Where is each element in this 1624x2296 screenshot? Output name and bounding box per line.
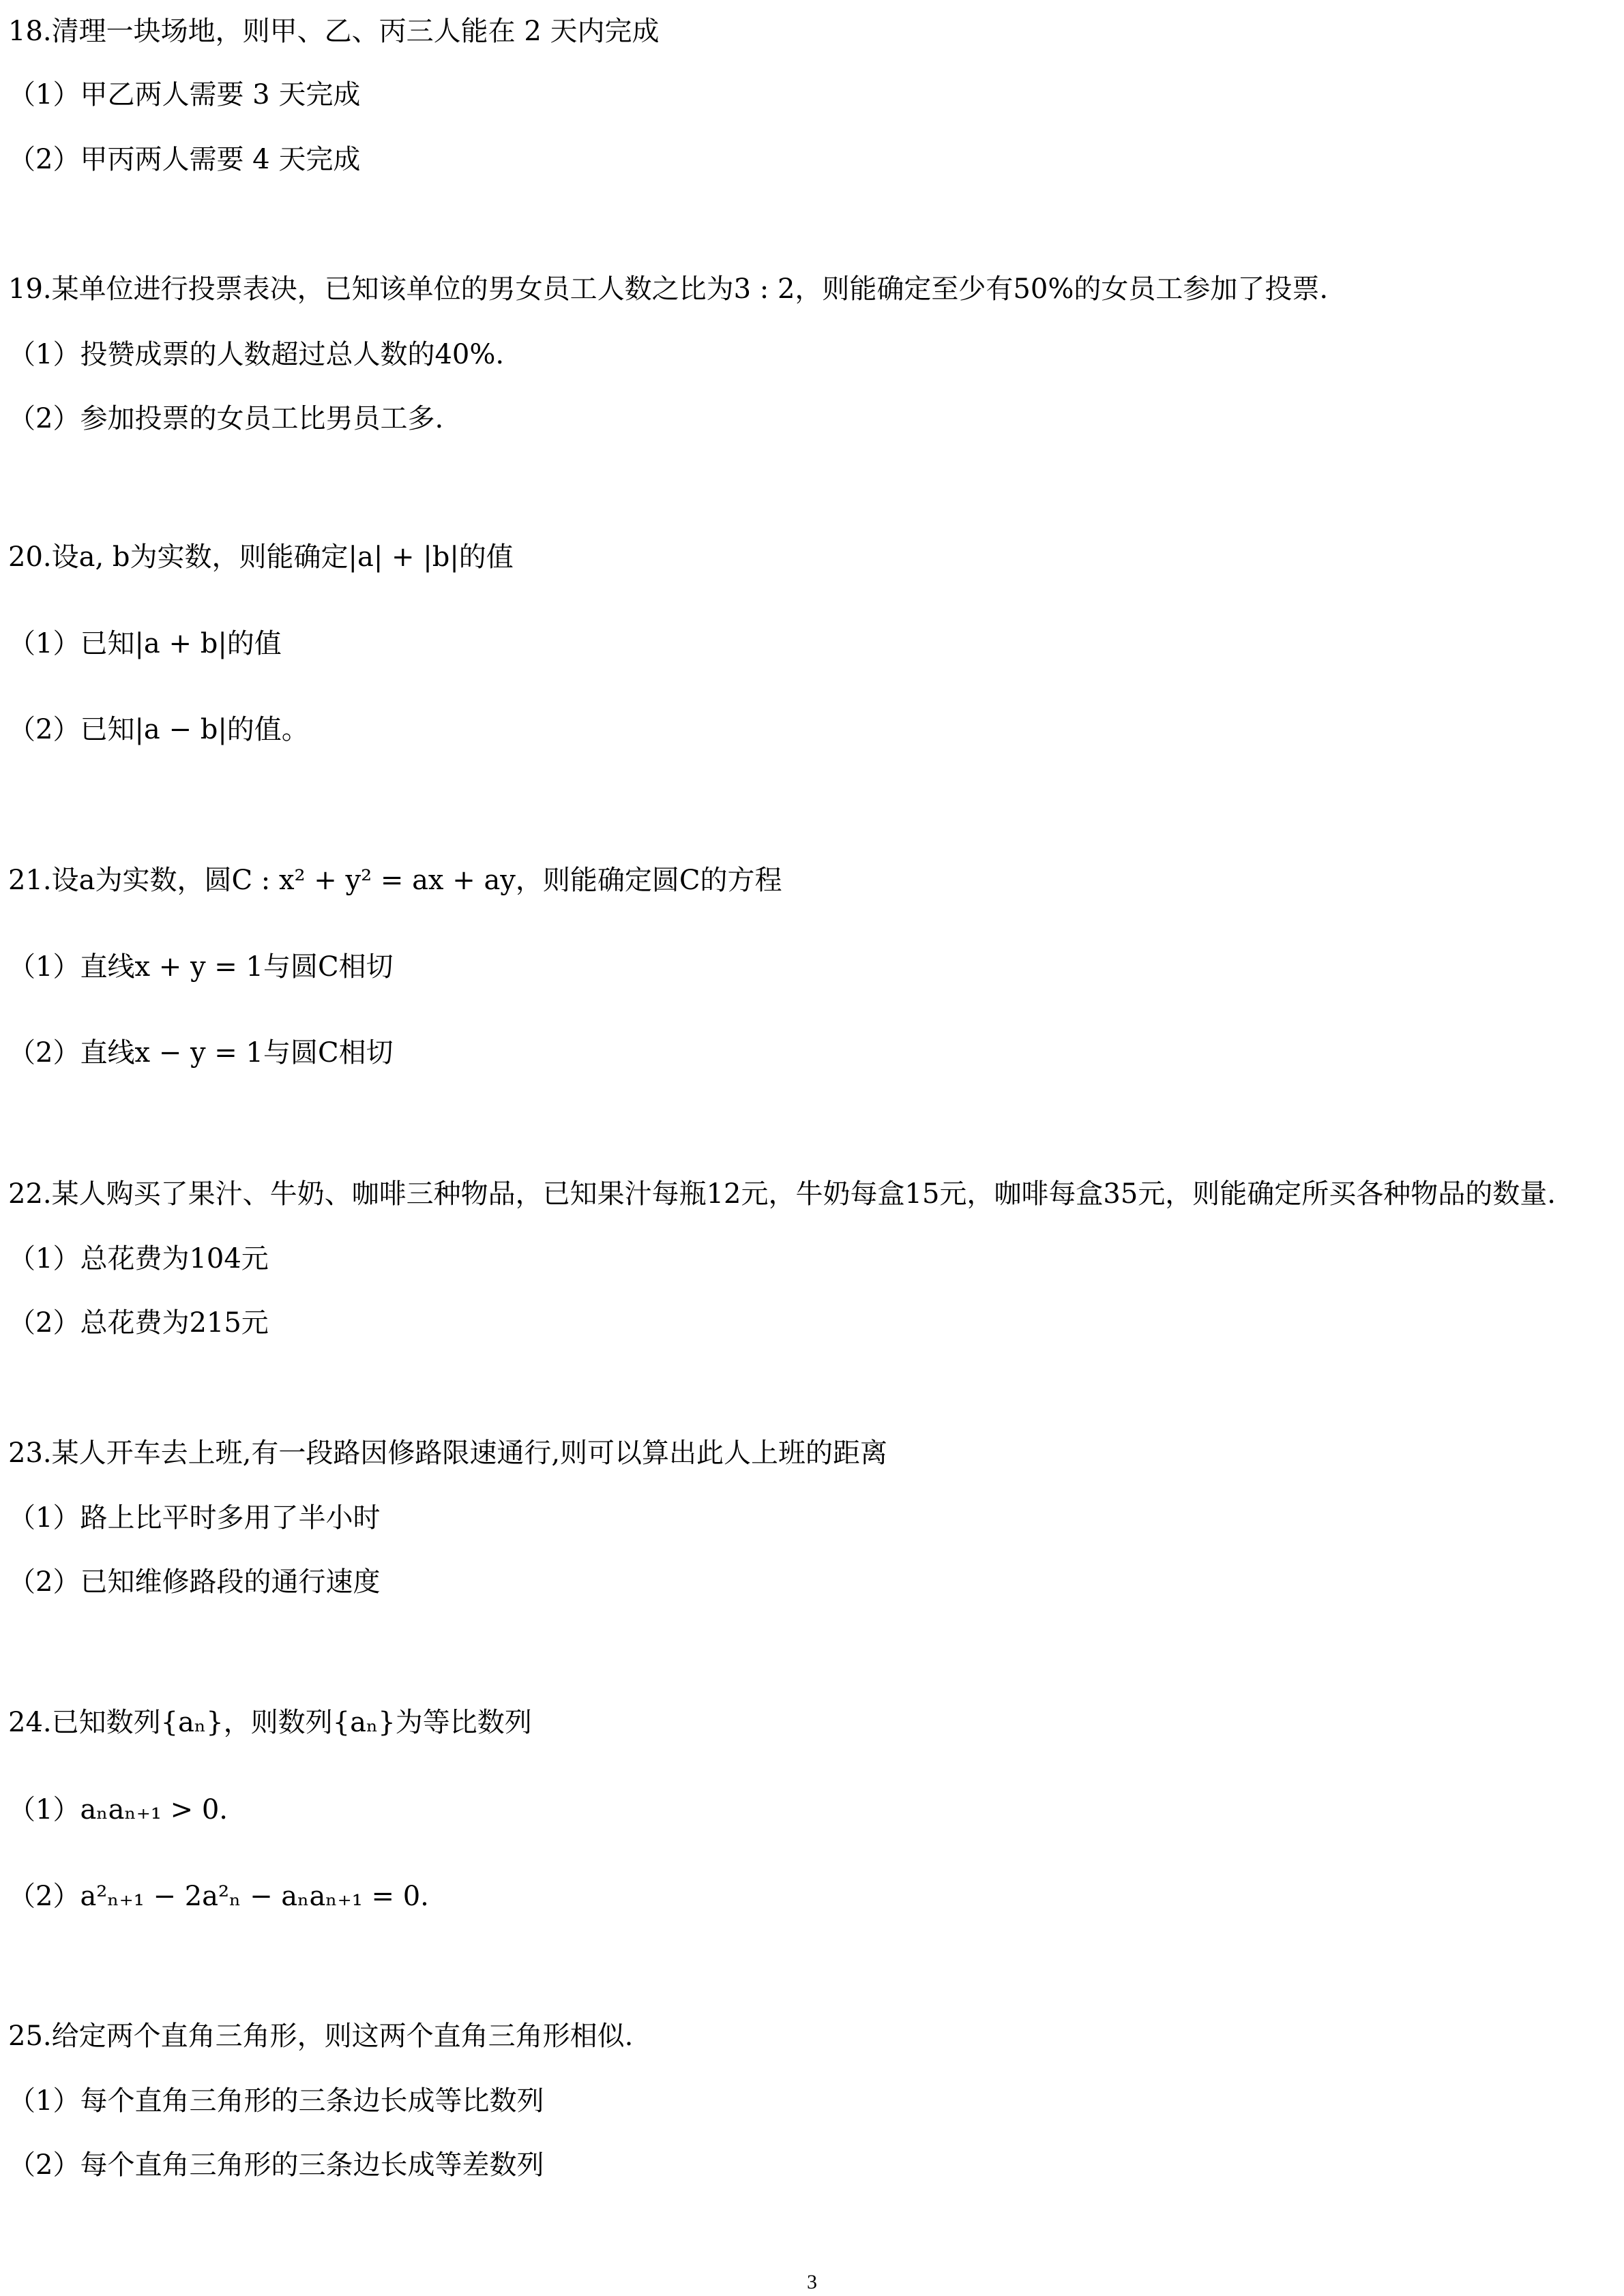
question-20-option-2: （2）已知|a − b|的值。 [8,714,309,745]
question-24-option-2: （2）a²ₙ₊₁ − 2a²ₙ − aₙaₙ₊₁ = 0. [8,1881,429,1912]
question-18-option-1: （1）甲乙两人需要 3 天完成 [8,79,361,110]
question-18-title: 18.清理一块场地，则甲、乙、丙三人能在 2 天内完成 [8,16,660,47]
question-19-title: 19.某单位进行投票表决，已知该单位的男女员工人数之比为3 : 2，则能确定至少有50%的女员工参加了投票. [8,273,1329,305]
question-25-option-2: （2）每个直角三角形的三条边长成等差数列 [8,2149,544,2181]
question-19-option-1: （1）投赞成票的人数超过总人数的40%. [8,339,505,370]
question-21-title: 21.设a为实数，圆C : x² + y² = ax + ay，则能确定圆C的方程 [8,865,782,896]
question-23-option-1: （1）路上比平时多用了半小时 [8,1502,381,1534]
question-22-option-1: （1）总花费为104元 [8,1243,269,1274]
question-20-title: 20.设a, b为实数，则能确定|a| + |b|的值 [8,541,514,573]
question-18-option-2: （2）甲丙两人需要 4 天完成 [8,144,361,175]
question-25-option-1: （1）每个直角三角形的三条边长成等比数列 [8,2085,544,2117]
question-23-option-2: （2）已知维修路段的通行速度 [8,1566,381,1598]
question-22-option-2: （2）总花费为215元 [8,1307,269,1339]
question-24-option-1: （1）aₙaₙ₊₁ > 0. [8,1794,228,1825]
question-23-title: 23.某人开车去上班,有一段路因修路限速通行,则可以算出此人上班的距离 [8,1437,888,1469]
question-21-option-1: （1）直线x + y = 1与圆C相切 [8,951,394,983]
question-20-option-1: （1）已知|a + b|的值 [8,628,282,659]
question-24-title: 24.已知数列{aₙ}，则数列{aₙ}为等比数列 [8,1707,532,1738]
question-19-option-2: （2）参加投票的女员工比男员工多. [8,403,444,434]
question-21-option-2: （2）直线x − y = 1与圆C相切 [8,1037,394,1069]
question-22-title: 22.某人购买了果汁、牛奶、咖啡三种物品，已知果汁每瓶12元，牛奶每盒15元，咖啡每盒35元，则能确定所买各种物品的数量. [8,1178,1556,1210]
page-number: 3 [807,2271,817,2293]
question-25-title: 25.给定两个直角三角形，则这两个直角三角形相似. [8,2021,634,2052]
